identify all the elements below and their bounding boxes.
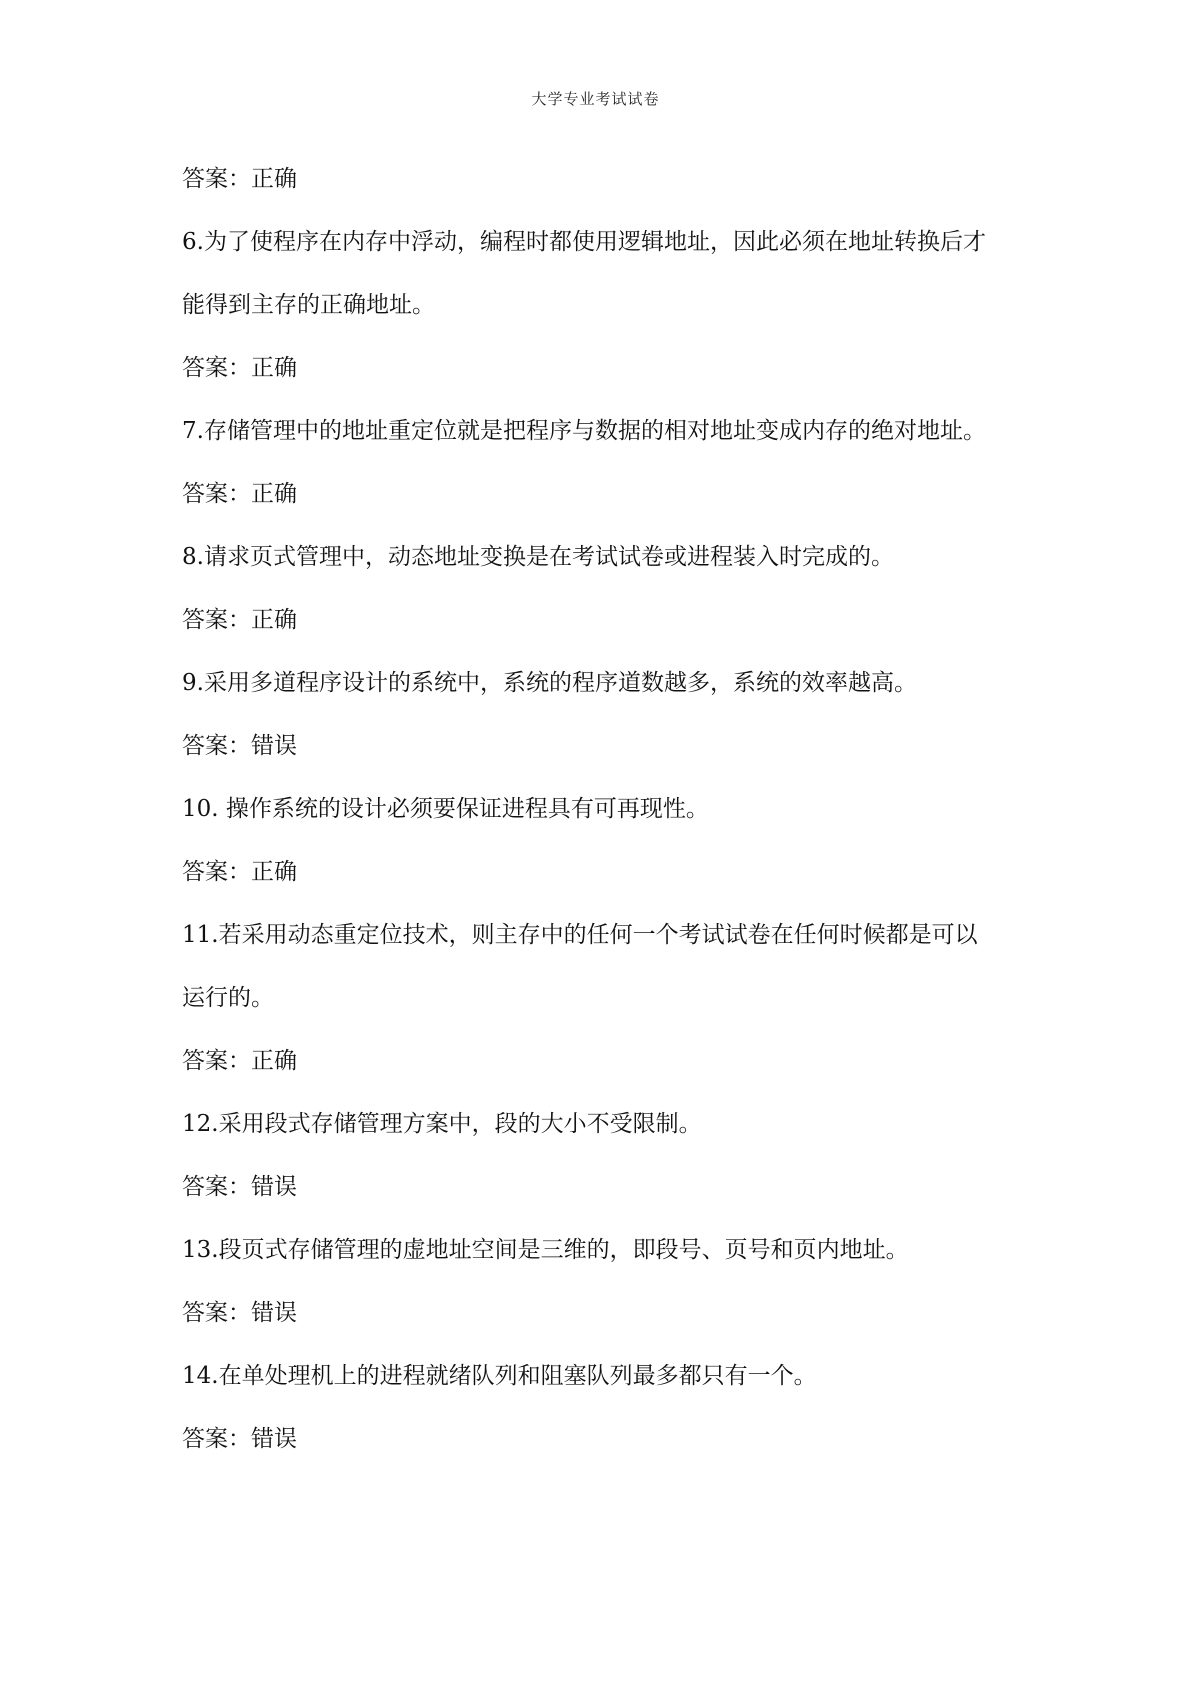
answer-line: 答案：正确 [182, 481, 297, 507]
answer-line: 答案：正确 [182, 355, 297, 381]
answer-line: 答案：错误 [182, 1300, 297, 1326]
question-13: 13.段页式存储管理的虚地址空间是三维的，即段号、页号和页内地址。 [182, 1237, 909, 1263]
question-10: 10. 操作系统的设计必须要保证进程具有可再现性。 [182, 796, 709, 822]
answer-line: 答案：正确 [182, 1048, 297, 1074]
answer-line: 答案：错误 [182, 1426, 297, 1452]
answer-line: 答案：正确 [182, 859, 297, 885]
answer-line: 答案：错误 [182, 733, 297, 759]
question-9: 9.采用多道程序设计的系统中，系统的程序道数越多，系统的效率越高。 [182, 670, 917, 696]
answer-line: 答案：错误 [182, 1174, 297, 1200]
question-6-line-1: 6.为了使程序在内存中浮动，编程时都使用逻辑地址，因此必须在地址转换后才 [182, 229, 986, 255]
question-8: 8.请求页式管理中，动态地址变换是在考试试卷或进程装入时完成的。 [182, 544, 894, 570]
question-14: 14.在单处理机上的进程就绪队列和阻塞队列最多都只有一个。 [182, 1363, 817, 1389]
document-body [182, 148, 1022, 1471]
question-7: 7.存储管理中的地址重定位就是把程序与数据的相对地址变成内存的绝对地址。 [182, 418, 986, 444]
question-6-line-2: 能得到主存的正确地址。 [182, 292, 435, 318]
question-11-line-2: 运行的。 [182, 985, 274, 1011]
question-11-line-1: 11.若采用动态重定位技术，则主存中的任何一个考试试卷在任何时候都是可以 [182, 922, 978, 948]
question-12: 12.采用段式存储管理方案中，段的大小不受限制。 [182, 1111, 702, 1137]
answer-line: 答案：正确 [182, 607, 297, 633]
page-header-title: 大学专业考试试卷 [531, 90, 660, 108]
answer-line: 答案：正确 [182, 166, 297, 192]
